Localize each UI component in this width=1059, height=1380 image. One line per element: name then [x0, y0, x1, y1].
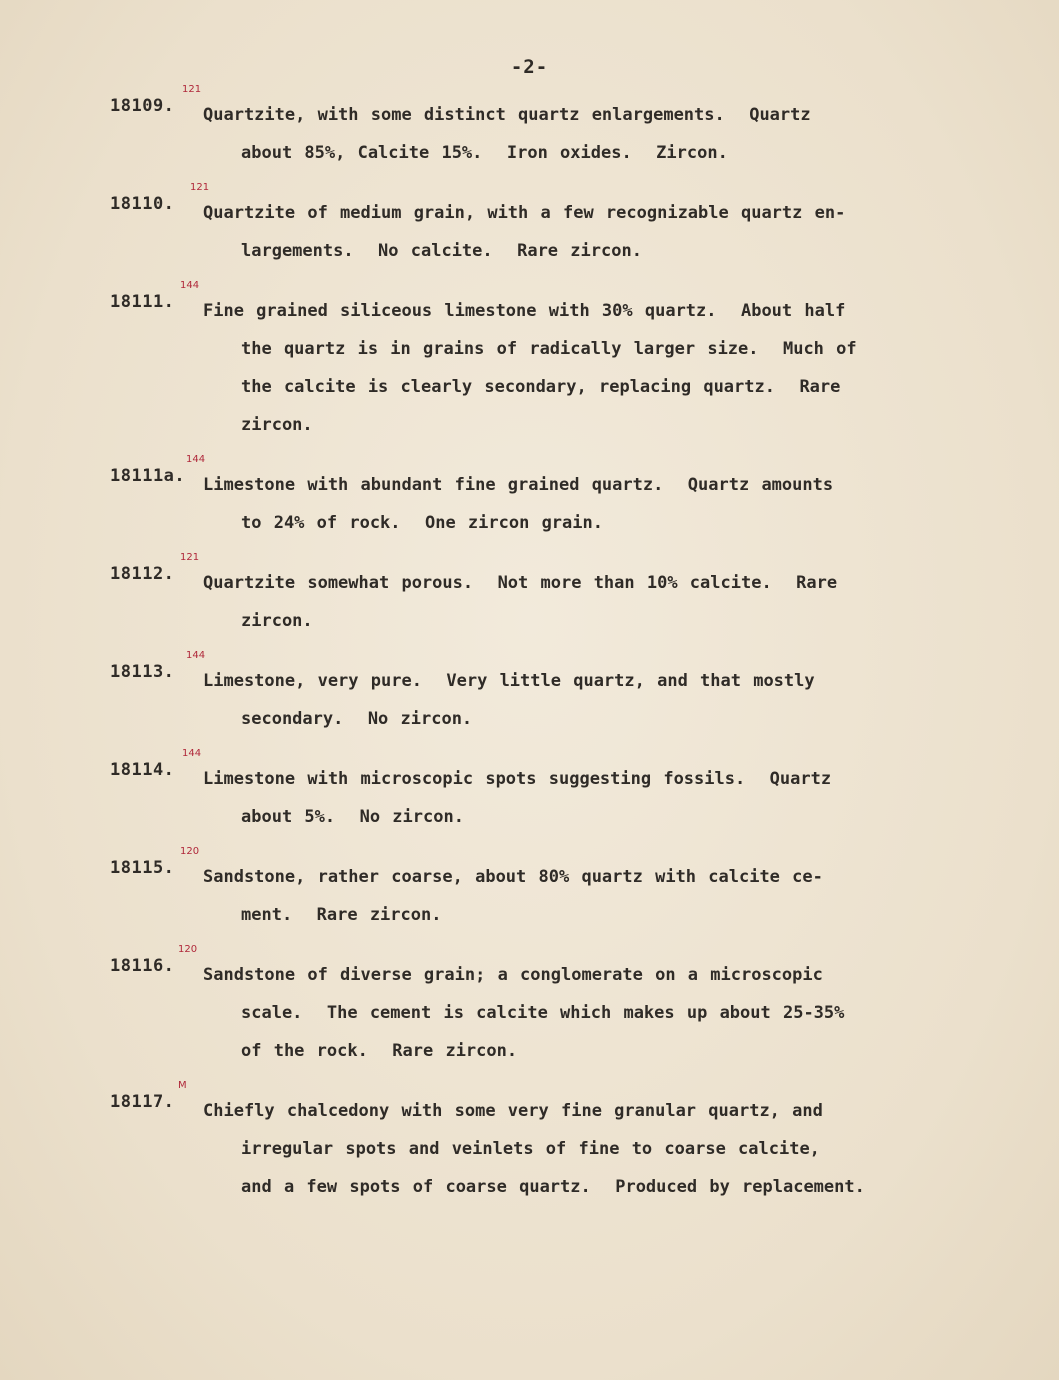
entry-line: ment. Rare zircon.: [241, 905, 442, 925]
entry-text: [203, 466, 940, 542]
handwritten-annotation: 121: [190, 182, 210, 193]
entry-18117: [110, 1080, 940, 1206]
entry-18111a: [110, 454, 940, 542]
entry-line: irregular spots and veinlets of fine to coarse calcite,: [241, 1139, 820, 1159]
entry-text: [203, 96, 940, 172]
entry-line: the calcite is clearly secondary, replacing quartz. Rare: [241, 377, 841, 397]
entry-text: [203, 292, 940, 444]
handwritten-annotation: 144: [180, 280, 200, 291]
entry-line: and a few spots of coarse quartz. Produced by replacement.: [241, 1177, 865, 1197]
entry-line: Sandstone of diverse grain; a conglomerate on a microscopic: [203, 965, 823, 985]
entry-number: 18116.: [110, 956, 175, 976]
handwritten-annotation: 120: [178, 944, 198, 955]
entry-line: to 24% of rock. One zircon grain.: [241, 513, 603, 533]
entry-line: of the rock. Rare zircon.: [241, 1041, 518, 1061]
handwritten-annotation: 144: [182, 748, 202, 759]
handwritten-annotation: 121: [180, 552, 200, 563]
entry-line: Quartzite of medium grain, with a few recognizable quartz en-: [203, 203, 846, 223]
entry-line: about 85%, Calcite 15%. Iron oxides. Zircon.: [241, 143, 728, 163]
entry-18114: [110, 748, 940, 836]
entry-number: 18111a.: [110, 466, 186, 486]
handwritten-annotation: 121: [182, 84, 202, 95]
entry-text: [203, 956, 940, 1070]
entry-line: largements. No calcite. Rare zircon.: [241, 241, 642, 261]
entry-text: [203, 564, 940, 640]
entry-line: about 5%. No zircon.: [241, 807, 464, 827]
entry-line: Chiefly chalcedony with some very fine granular quartz, and: [203, 1101, 823, 1121]
entry-text: [203, 1092, 940, 1206]
entry-line: secondary. No zircon.: [241, 709, 473, 729]
entry-line: Limestone, very pure. Very little quartz, and that mostly: [203, 671, 815, 691]
entry-number: 18112.: [110, 564, 175, 584]
entry-line: scale. The cement is calcite which makes up about 25-35%: [241, 1003, 845, 1023]
entry-text: [203, 858, 940, 934]
entry-18109: [110, 84, 940, 172]
handwritten-annotation: 144: [186, 454, 206, 465]
entry-number: 18109.: [110, 96, 175, 116]
entry-line: Limestone with microscopic spots suggesting fossils. Quartz: [203, 769, 832, 789]
handwritten-annotation: 144: [186, 650, 206, 661]
entry-number: 18110.: [110, 194, 175, 214]
entry-line: the quartz is in grains of radically larger size. Much of: [241, 339, 857, 359]
entry-18116: [110, 944, 940, 1070]
entry-text: [203, 194, 940, 270]
entry-text: [203, 760, 940, 836]
entry-number: 18113.: [110, 662, 175, 682]
entry-line: Fine grained siliceous limestone with 30% quartz. About half: [203, 301, 846, 321]
handwritten-annotation: 120: [180, 846, 200, 857]
entry-18113: [110, 650, 940, 738]
entry-number: 18117.: [110, 1092, 175, 1112]
entry-text: [203, 662, 940, 738]
entry-line: Limestone with abundant fine grained quartz. Quartz amounts: [203, 475, 834, 495]
entry-18110: [110, 182, 940, 270]
entry-number: 18115.: [110, 858, 175, 878]
entry-line: Sandstone, rather coarse, about 80% quartz with calcite ce-: [203, 867, 823, 887]
entry-18112: [110, 552, 940, 640]
page-number: -2-: [510, 56, 549, 78]
entry-number: 18114.: [110, 760, 175, 780]
handwritten-annotation: M: [178, 1080, 187, 1091]
entry-line: Quartzite somewhat porous. Not more than 10% calcite. Rare: [203, 573, 838, 593]
entry-18115: [110, 846, 940, 934]
entry-line: zircon.: [241, 415, 313, 435]
entry-number: 18111.: [110, 292, 175, 312]
entry-18111: [110, 280, 940, 444]
entry-line: Quartzite, with some distinct quartz enlargements. Quartz: [203, 105, 811, 125]
entry-line: zircon.: [241, 611, 313, 631]
